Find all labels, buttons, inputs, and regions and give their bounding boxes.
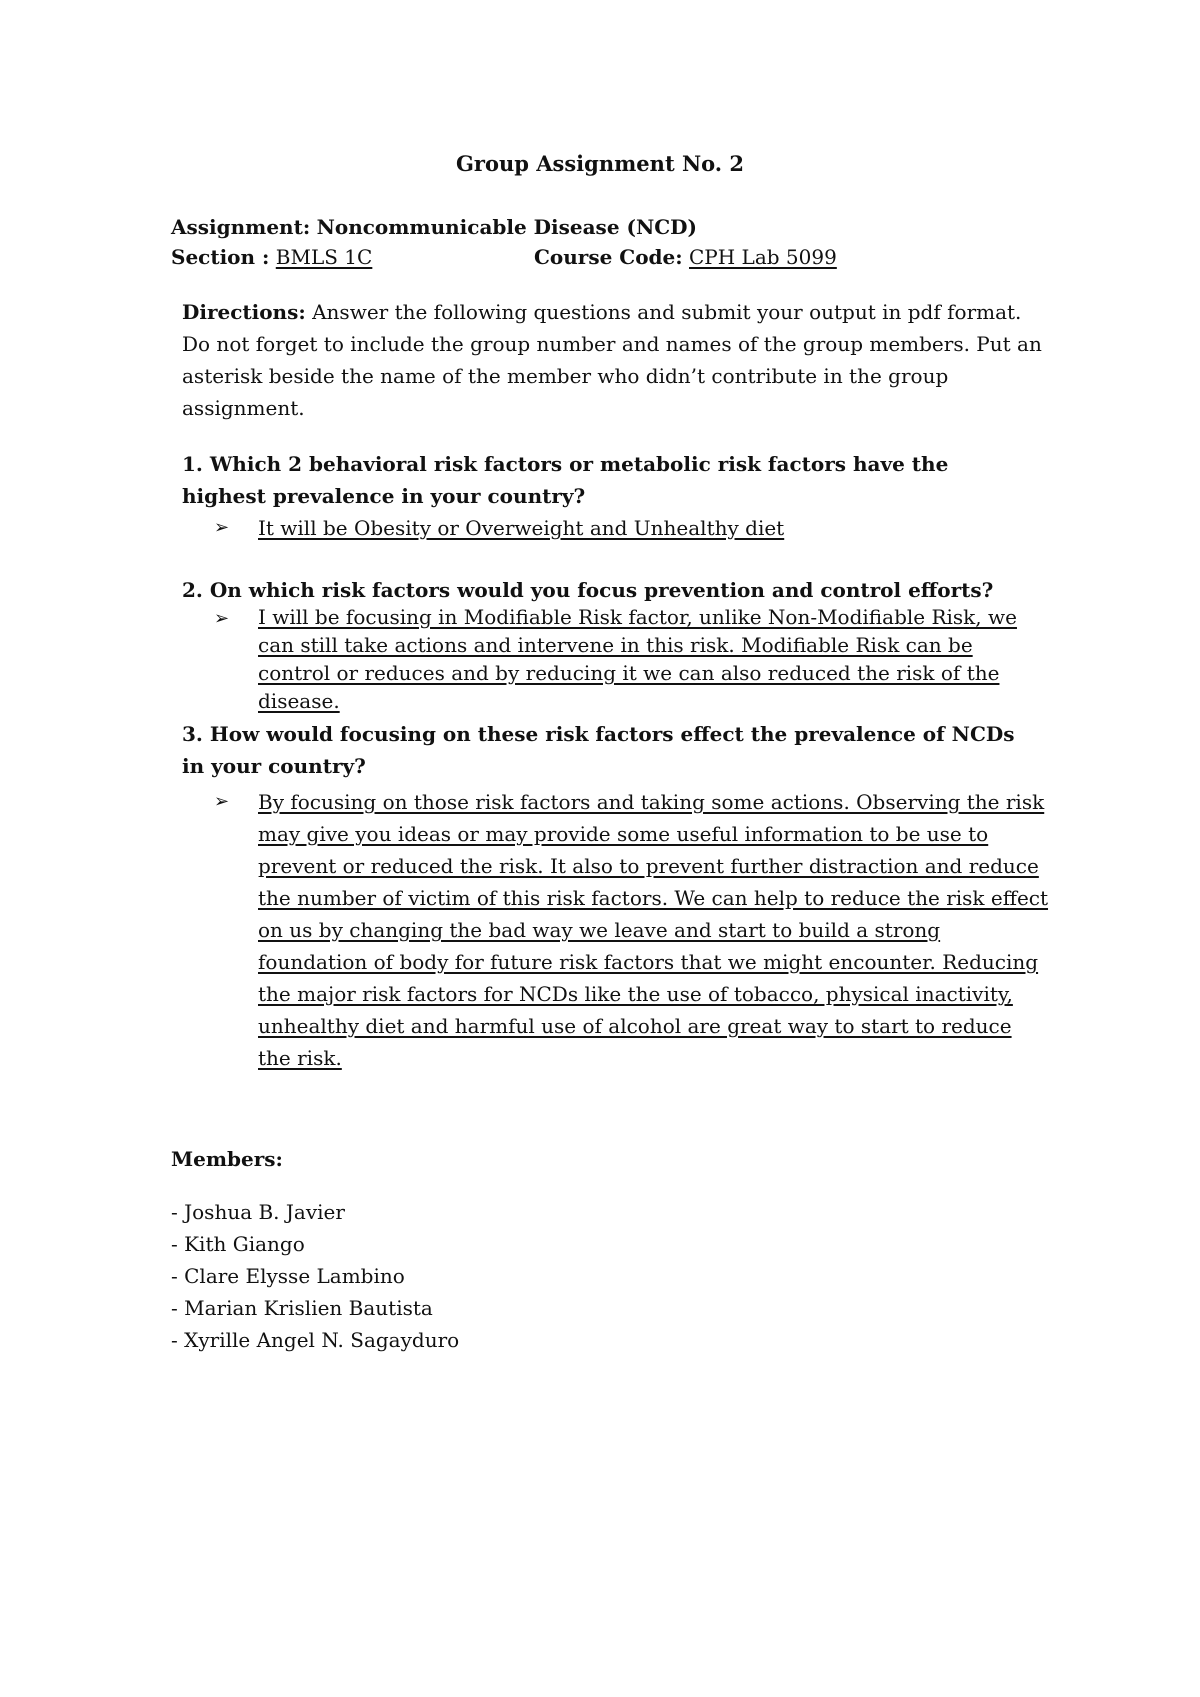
answer-2: [214, 603, 1050, 715]
question-3: 3. How would focusing on these risk factors effect the prevalence of NCDs in your country?: [182, 722, 1015, 778]
arrow-bullet-icon: ➢: [214, 517, 230, 538]
assignment-value: Noncommunicable Disease (NCD): [316, 215, 697, 239]
answer-3: [214, 786, 1050, 1074]
assignment-label: Assignment:: [171, 215, 311, 239]
member-item: - Kith Giango: [171, 1232, 305, 1256]
question-2: 2. On which risk factors would you focus prevention and control efforts?: [182, 578, 994, 602]
arrow-bullet-icon: ➢: [214, 791, 230, 812]
member-item: - Joshua B. Javier: [171, 1200, 345, 1224]
answer-1: [214, 512, 1050, 544]
page-title: Group Assignment No. 2: [455, 151, 745, 176]
assignment-line: [171, 214, 697, 240]
member-item: - Xyrille Angel N. Sagayduro: [171, 1328, 460, 1352]
section-label: Section :: [171, 245, 270, 269]
arrow-bullet-icon: ➢: [214, 608, 230, 629]
course-code-line: [534, 244, 837, 270]
members-list: [171, 1196, 459, 1356]
member-item: - Marian Krislien Bautista: [171, 1296, 433, 1320]
directions-label: Directions:: [182, 300, 306, 324]
answer-1-text: It will be Obesity or Overweight and Unhealthy diet: [258, 516, 785, 540]
course-code-value: CPH Lab 5099: [689, 245, 837, 269]
course-code-label: Course Code:: [534, 245, 683, 269]
answer-2-text: I will be focusing in Modifiable Risk factor, unlike Non-Modifiable Risk, we can still take actions and intervene in this risk. Modifiable Risk can be control or reduces and by reducing it we can also reduced the risk of the disease.: [258, 605, 1017, 713]
directions-text: Answer the following questions and submit your output in pdf format. Do not forget to include the group number and names of the group members. Put an asterisk beside the name of the member who didn’t contribute in the group assignment.: [182, 300, 1042, 420]
answer-3-text: By focusing on those risk factors and taking some actions. Observing the risk may give you ideas or may provide some useful information to be use to prevent or reduced the risk. It also to prevent further distraction and reduce the number of victim of this risk factors. We can help to reduce the risk effect on us by changing the bad way we leave and start to build a strong foundation of body for future risk factors that we might encounter. Reducing the major risk factors for NCDs like the use of tobacco, physical inactivity, unhealthy diet and harmful use of alcohol are great way to start to reduce the risk.: [258, 790, 1049, 1070]
section-value: BMLS 1C: [275, 245, 373, 269]
directions-paragraph: [182, 296, 1042, 424]
member-item: - Clare Elysse Lambino: [171, 1264, 405, 1288]
question-1: 1. Which 2 behavioral risk factors or metabolic risk factors have the highest prevalence in your country?: [182, 452, 949, 508]
section-line: [171, 244, 372, 270]
members-heading: Members:: [171, 1147, 283, 1171]
